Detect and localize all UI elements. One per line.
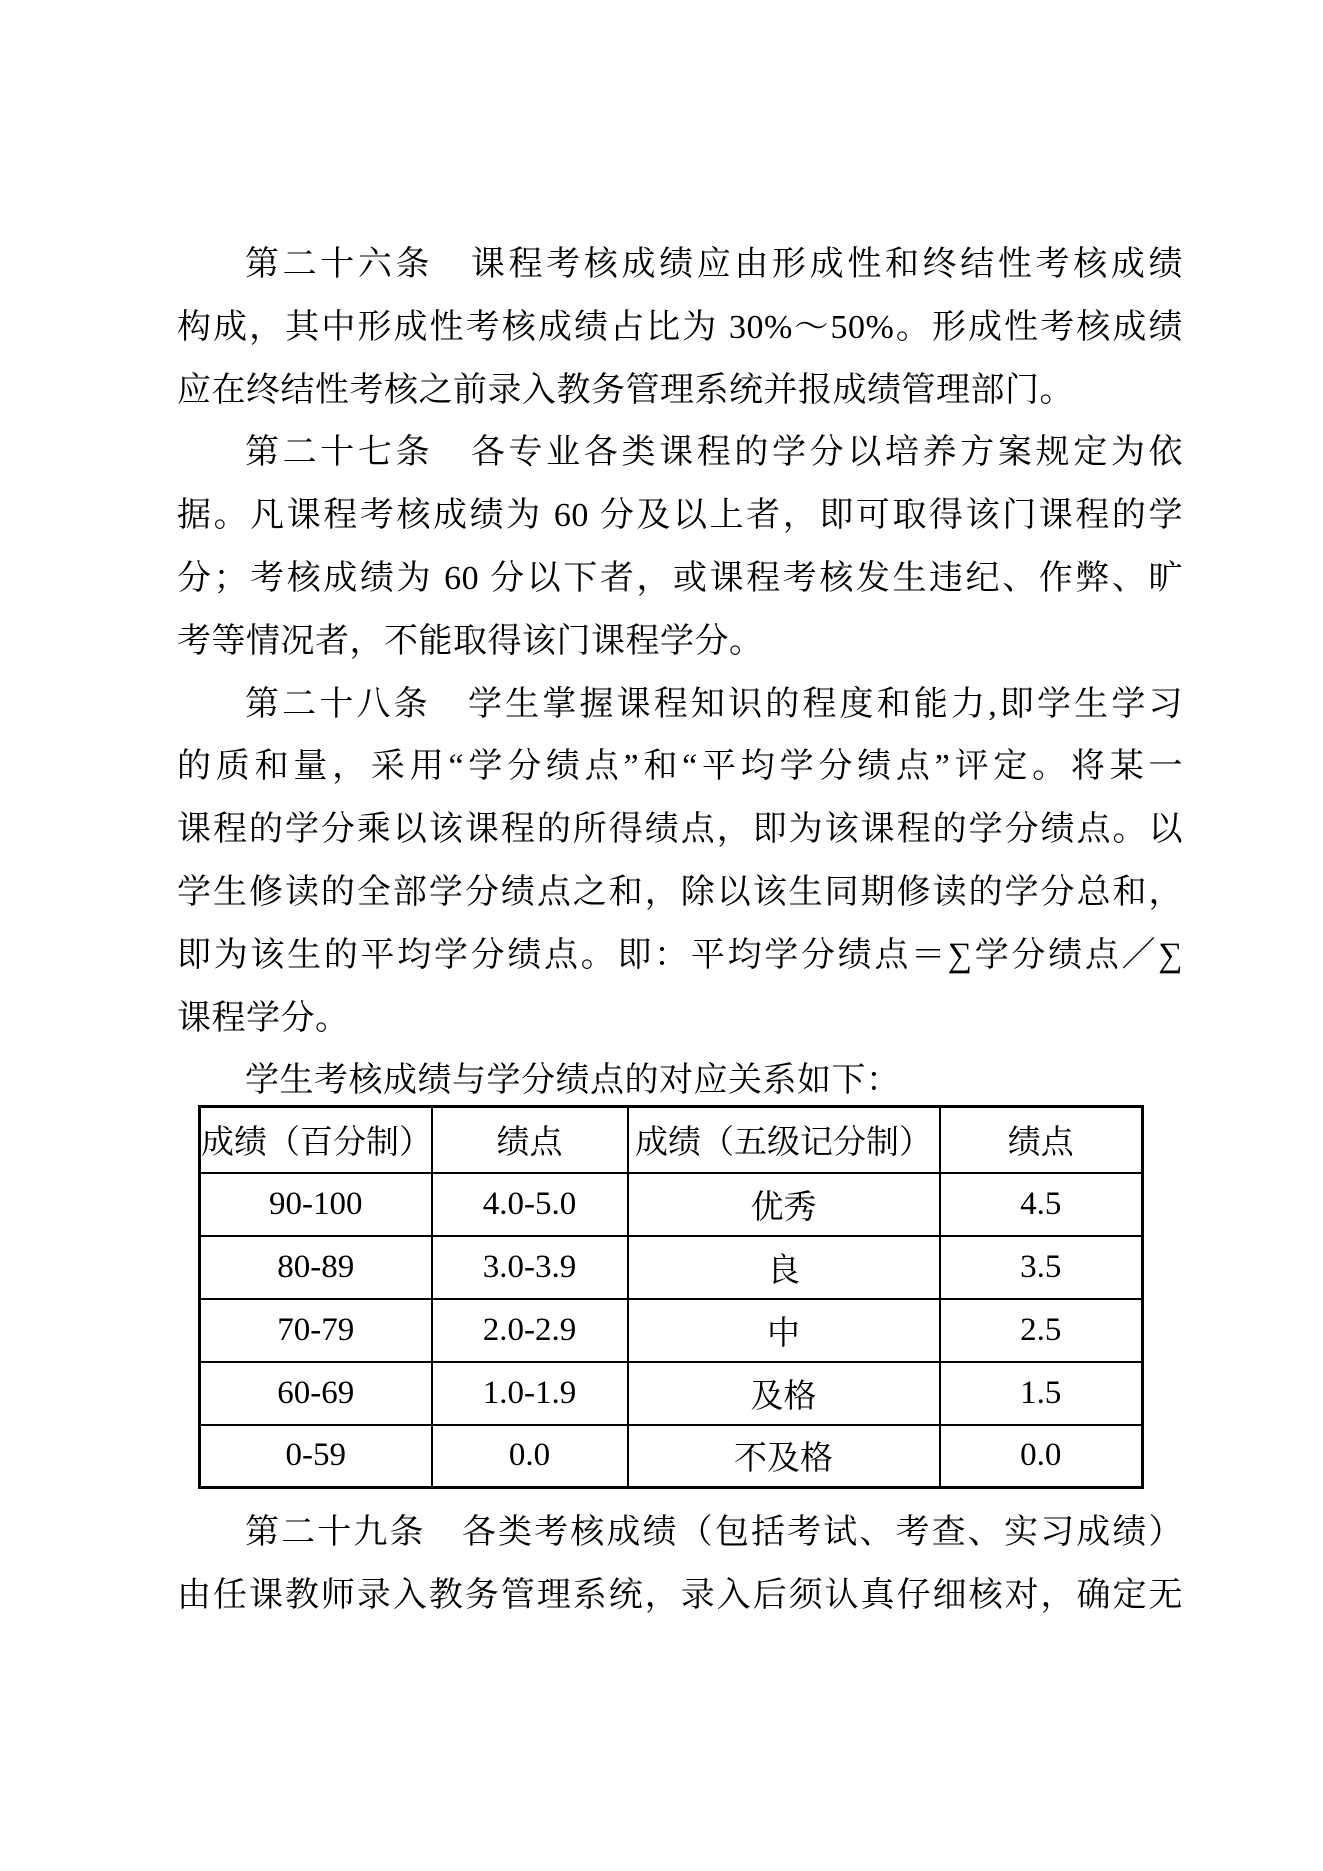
table-row <box>200 1173 1143 1236</box>
text-line: 考等情况者，不能取得该门课程学分。 <box>177 622 764 660</box>
table-row <box>200 1362 1143 1425</box>
text-line: 应在终结性考核之前录入教务管理系统并报成绩管理部门。 <box>177 371 1074 409</box>
body-text-block <box>177 234 1183 1113</box>
table-header-cell: 绩点 <box>940 1107 1143 1173</box>
text-line-article-28: 第二十八条 学生掌握课程知识的程度和能力,即学生学习 <box>245 685 1183 723</box>
table-cell: 不及格 <box>628 1425 940 1488</box>
table-cell: 0.0 <box>940 1425 1143 1488</box>
table-cell: 4.5 <box>940 1173 1143 1236</box>
grade-point-table <box>198 1105 1144 1489</box>
table-cell: 3.0-3.9 <box>432 1236 628 1299</box>
table-header-cell: 成绩（五级记分制） <box>628 1107 940 1173</box>
text-line: 学生修读的全部学分绩点之和，除以该生同期修读的学分总和， <box>177 873 1183 911</box>
table-cell: 1.0-1.9 <box>432 1362 628 1425</box>
text-line: 的质和量，采用“学分绩点”和“平均学分绩点”评定。将某一 <box>177 748 1183 786</box>
table-cell: 70-79 <box>200 1299 432 1362</box>
text-line: 即为该生的平均学分绩点。即：平均学分绩点＝∑学分绩点／∑ <box>177 936 1183 974</box>
table-cell: 3.5 <box>940 1236 1143 1299</box>
table-row <box>200 1236 1143 1299</box>
text-line: 分；考核成绩为 60 分以下者，或课程考核发生违纪、作弊、旷 <box>177 559 1183 597</box>
table-cell: 优秀 <box>628 1173 940 1236</box>
table-header-cell: 成绩（百分制） <box>200 1107 432 1173</box>
text-line: 课程学分。 <box>177 999 350 1037</box>
text-line-article-29: 第二十九条 各类考核成绩（包括考试、考查、实习成绩） <box>245 1514 1183 1551</box>
text-line: 构成，其中形成性考核成绩占比为 30%～50%。形成性考核成绩 <box>177 308 1183 346</box>
table-cell: 良 <box>628 1236 940 1299</box>
text-line: 据。凡课程考核成绩为 60 分及以上者，即可取得该门课程的学 <box>177 497 1183 535</box>
table-cell: 60-69 <box>200 1362 432 1425</box>
closing-text-block <box>177 1502 1183 1628</box>
table-cell: 0.0 <box>432 1425 628 1488</box>
text-line-article-27: 第二十七条 各专业各类课程的学分以培养方案规定为依 <box>245 434 1183 472</box>
table-row <box>200 1299 1143 1362</box>
text-line-table-intro: 学生考核成绩与学分绩点的对应关系如下： <box>245 1062 901 1100</box>
text-line-article-26: 第二十六条 课程考核成绩应由形成性和终结性考核成绩 <box>245 246 1183 283</box>
table-cell: 80-89 <box>200 1236 432 1299</box>
table-cell: 2.5 <box>940 1299 1143 1362</box>
table-cell: 1.5 <box>940 1362 1143 1425</box>
table-row <box>200 1425 1143 1488</box>
table-cell: 2.0-2.9 <box>432 1299 628 1362</box>
table-cell: 0-59 <box>200 1425 432 1488</box>
table-cell: 4.0-5.0 <box>432 1173 628 1236</box>
table-cell: 90-100 <box>200 1173 432 1236</box>
text-line: 课程的学分乘以该课程的所得绩点，即为该课程的学分绩点。以 <box>177 811 1183 849</box>
text-line: 由任课教师录入教务管理系统，录入后须认真仔细核对，确定无 <box>177 1576 1183 1614</box>
table-header-row <box>200 1107 1143 1173</box>
table-cell: 及格 <box>628 1362 940 1425</box>
table-cell: 中 <box>628 1299 940 1362</box>
table-header-cell: 绩点 <box>432 1107 628 1173</box>
